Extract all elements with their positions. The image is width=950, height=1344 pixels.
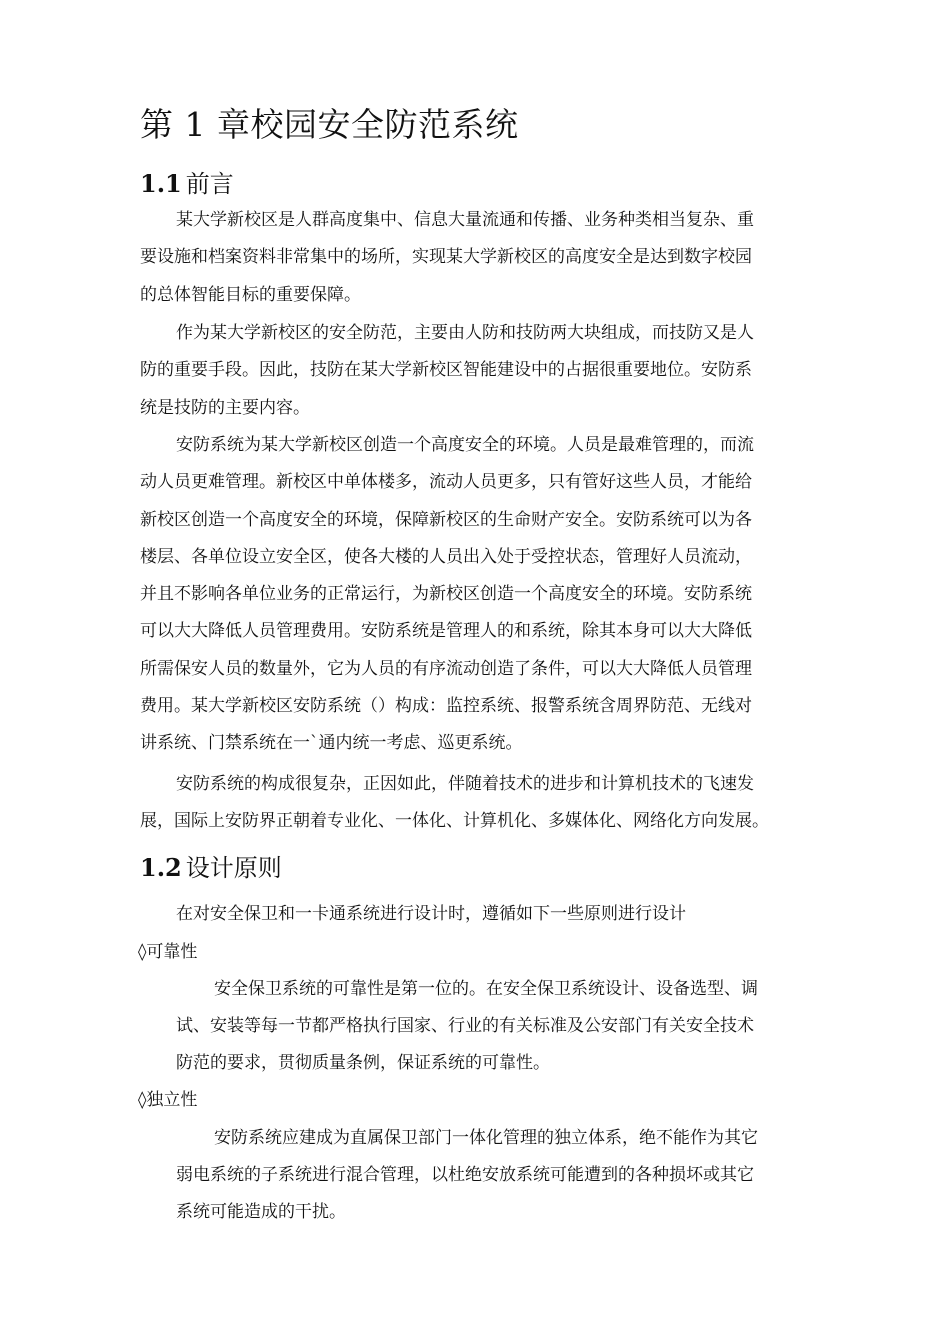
principle-paragraph xyxy=(176,971,836,1082)
paragraph-line: 作为某大学新校区的安全防范，主要由人防和技防两大块组成，而技防又是人 xyxy=(176,323,754,343)
paragraph-line: 试、安装等每一节都严格执行国家、行业的有关标准及公安部门有关安全技术 xyxy=(176,1016,754,1036)
section-heading-1-1 xyxy=(140,166,234,202)
paragraph-line: 并且不影响各单位业务的正常运行，为新校区创造一个高度安全的环境。安防系统 xyxy=(140,584,752,605)
paragraph xyxy=(140,766,840,841)
paragraph-line: 可以大大降低人员管理费用。安防系统是管理人的和系统，除其本身可以大大降低 xyxy=(140,621,752,642)
paragraph-line: 讲系统、门禁系统在一`通内统一考虑、巡更系统。 xyxy=(140,733,523,754)
paragraph-line: 安防系统的构成很复杂，正因如此，伴随着技术的进步和计算机技术的飞速发 xyxy=(176,774,754,794)
section-number: 1.2 xyxy=(140,853,182,882)
paragraph-line: 安防系统应建成为直属保卫部门一体化管理的独立体系，绝不能作为其它 xyxy=(214,1128,758,1148)
paragraph-line: 展，国际上安防界正朝着专业化、一体化、计算机化、多媒体化、网络化方向发展。 xyxy=(140,811,769,832)
paragraph-line: 弱电系统的子系统进行混合管理，以杜绝安放系统可能遭到的各种损坏或其它 xyxy=(176,1165,754,1185)
paragraph-line: 新校区创造一个高度安全的环境，保障新校区的生命财产安全。安防系统可以为各 xyxy=(140,509,752,530)
paragraph xyxy=(140,202,840,314)
paragraph-line: 防的重要手段。因此，技防在某大学新校区智能建设中的占据很重要地位。安防系 xyxy=(140,360,752,381)
principle-label-independence: ◊独立性 xyxy=(138,1090,198,1110)
principle-label-reliability: ◊可靠性 xyxy=(138,942,198,962)
paragraph-line: 的总体智能目标的重要保障。 xyxy=(140,284,361,305)
paragraph-line: 统是技防的主要内容。 xyxy=(140,397,310,418)
paragraph-line: 所需保安人员的数量外，它为人员的有序流动创造了条件，可以大大降低人员管理 xyxy=(140,658,752,679)
intro-paragraph xyxy=(140,896,840,933)
paragraph-line: 楼层、各单位设立安全区，使各大楼的人员出入处于受控状态，管理好人员流动， xyxy=(140,546,752,567)
section-title: 前言 xyxy=(185,170,234,198)
paragraph-line: 某大学新校区是人群高度集中、信息大量流通和传播、业务种类相当复杂、重 xyxy=(176,210,754,230)
section-heading-1-2 xyxy=(140,850,282,886)
paragraph xyxy=(140,427,840,763)
paragraph xyxy=(140,315,840,427)
section-title: 设计原则 xyxy=(185,854,282,882)
paragraph-line: 安防系统为某大学新校区创造一个高度安全的环境。人员是最难管理的，而流 xyxy=(176,435,754,455)
paragraph-line: 费用。某大学新校区安防系统（）构成：监控系统、报警系统含周界防范、无线对 xyxy=(140,696,752,717)
paragraph-line: 防范的要求，贯彻质量条例，保证系统的可靠性。 xyxy=(176,1053,550,1073)
principle-paragraph xyxy=(176,1120,836,1231)
paragraph-line: 系统可能造成的干扰。 xyxy=(176,1202,346,1222)
paragraph-line: 动人员更难管理。新校区中单体楼多，流动人员更多，只有管好这些人员，才能给 xyxy=(140,472,752,493)
paragraph-line: 在对安全保卫和一卡通系统进行设计时，遵循如下一些原则进行设计 xyxy=(176,904,686,924)
paragraph-line: 安全保卫系统的可靠性是第一位的。在安全保卫系统设计、设备选型、调 xyxy=(214,979,758,999)
paragraph-line: 要设施和档案资料非常集中的场所，实现某大学新校区的高度安全是达到数字校园 xyxy=(140,247,752,268)
section-number: 1.1 xyxy=(140,169,182,198)
chapter-title: 第 1 章校园安全防范系统 xyxy=(140,105,519,144)
